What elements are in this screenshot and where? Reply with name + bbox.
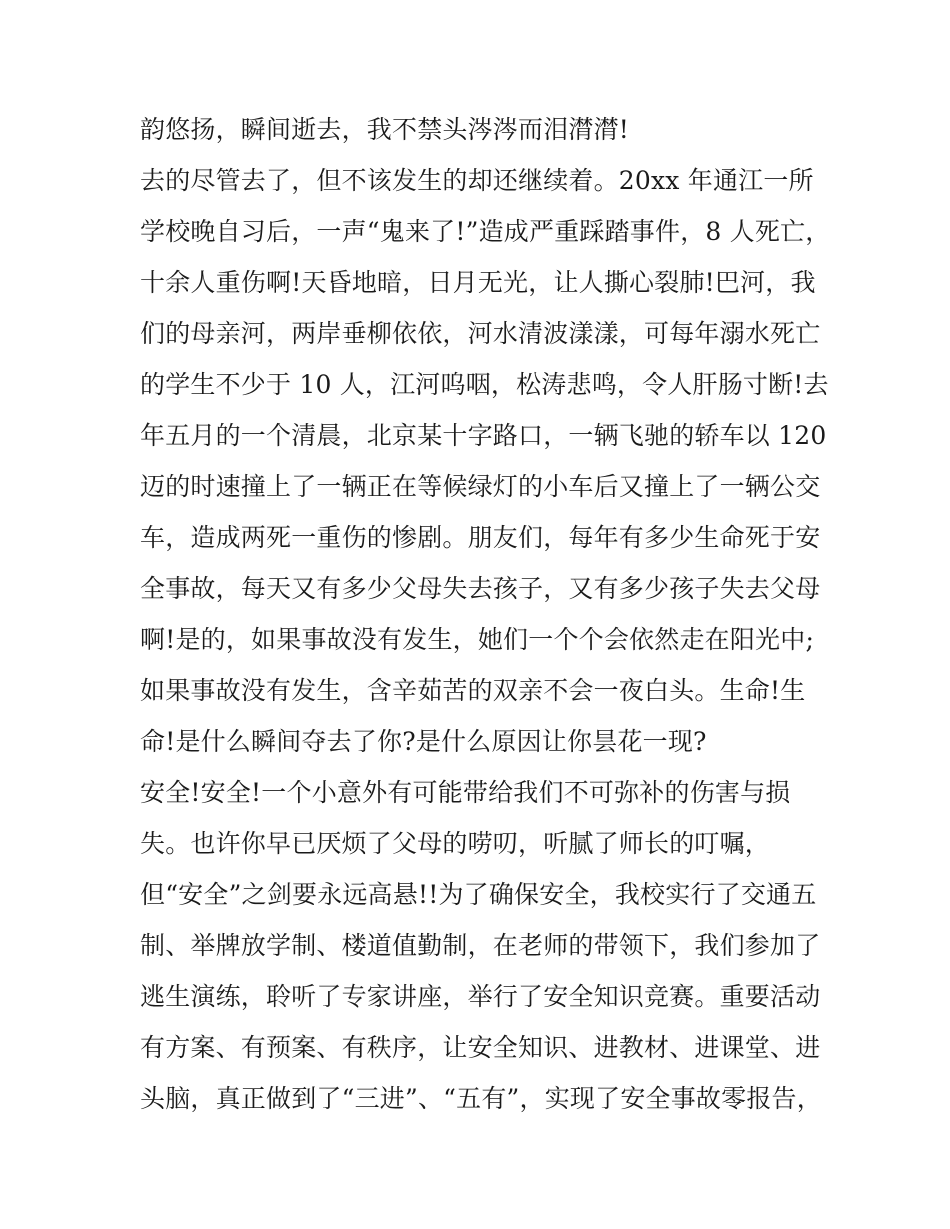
- text-line-13: 命!是什么瞬间夺去了你?是什么原因让你昙花一现?: [140, 727, 707, 756]
- text-line-16: 但“安全”之剑要永远高悬!!为了确保安全，我校实行了交通五: [140, 880, 817, 909]
- text-line-2: 去的尽管去了，但不该发生的却还继续着。20xx 年通江一所: [140, 166, 814, 195]
- text-line-12: 如果事故没有发生，含辛茹苦的双亲不会一夜白头。生命!生: [140, 676, 806, 705]
- text-line-10: 全事故，每天又有多少父母失去孩子，又有多少孩子失去父母: [140, 574, 821, 603]
- text-line-7: 年五月的一个清晨，北京某十字路口，一辆飞驰的轿车以 120: [140, 421, 827, 450]
- text-line-9: 车，造成两死一重伤的惨剧。朋友们，每年有多少生命死于安: [140, 523, 821, 552]
- text-line-14: 安全!安全!一个小意外有可能带给我们不可弥补的伤害与损: [140, 778, 791, 807]
- text-line-6: 的学生不少于 10 人，江河呜咽，松涛悲鸣，令人肝肠寸断!去: [140, 370, 829, 399]
- text-line-1: 韵悠扬，瞬间逝去，我不禁头涔涔而泪潸潸!: [140, 115, 630, 144]
- text-line-18: 逃生演练，聆听了专家讲座，举行了安全知识竞赛。重要活动: [140, 982, 821, 1011]
- text-line-8: 迈的时速撞上了一辆正在等候绿灯的小车后又撞上了一辆公交: [140, 472, 821, 501]
- text-line-3: 学校晚自习后，一声“鬼来了!”造成严重踩踏事件，8 人死亡，: [140, 217, 831, 246]
- text-line-17: 制、举牌放学制、楼道值勤制，在老师的带领下，我们参加了: [140, 931, 821, 960]
- text-line-19: 有方案、有预案、有秩序，让安全知识、进教材、进课堂、进: [140, 1033, 821, 1062]
- text-line-5: 们的母亲河，两岸垂柳依依，河水清波漾漾，可每年溺水死亡: [140, 319, 821, 348]
- text-line-15: 失。也许你早已厌烦了父母的唠叨，听腻了师长的叮嘱，: [140, 829, 771, 858]
- text-line-4: 十余人重伤啊!天昏地暗，日月无光，让人撕心裂肺!巴河，我: [140, 268, 816, 297]
- text-line-20: 头脑，真正做到了“三进”、“五有”，实现了安全事故零报告，: [140, 1084, 822, 1113]
- body-text: [140, 104, 840, 1124]
- text-line-11: 啊!是的，如果事故没有发生，她们一个个会依然走在阳光中;: [140, 625, 815, 654]
